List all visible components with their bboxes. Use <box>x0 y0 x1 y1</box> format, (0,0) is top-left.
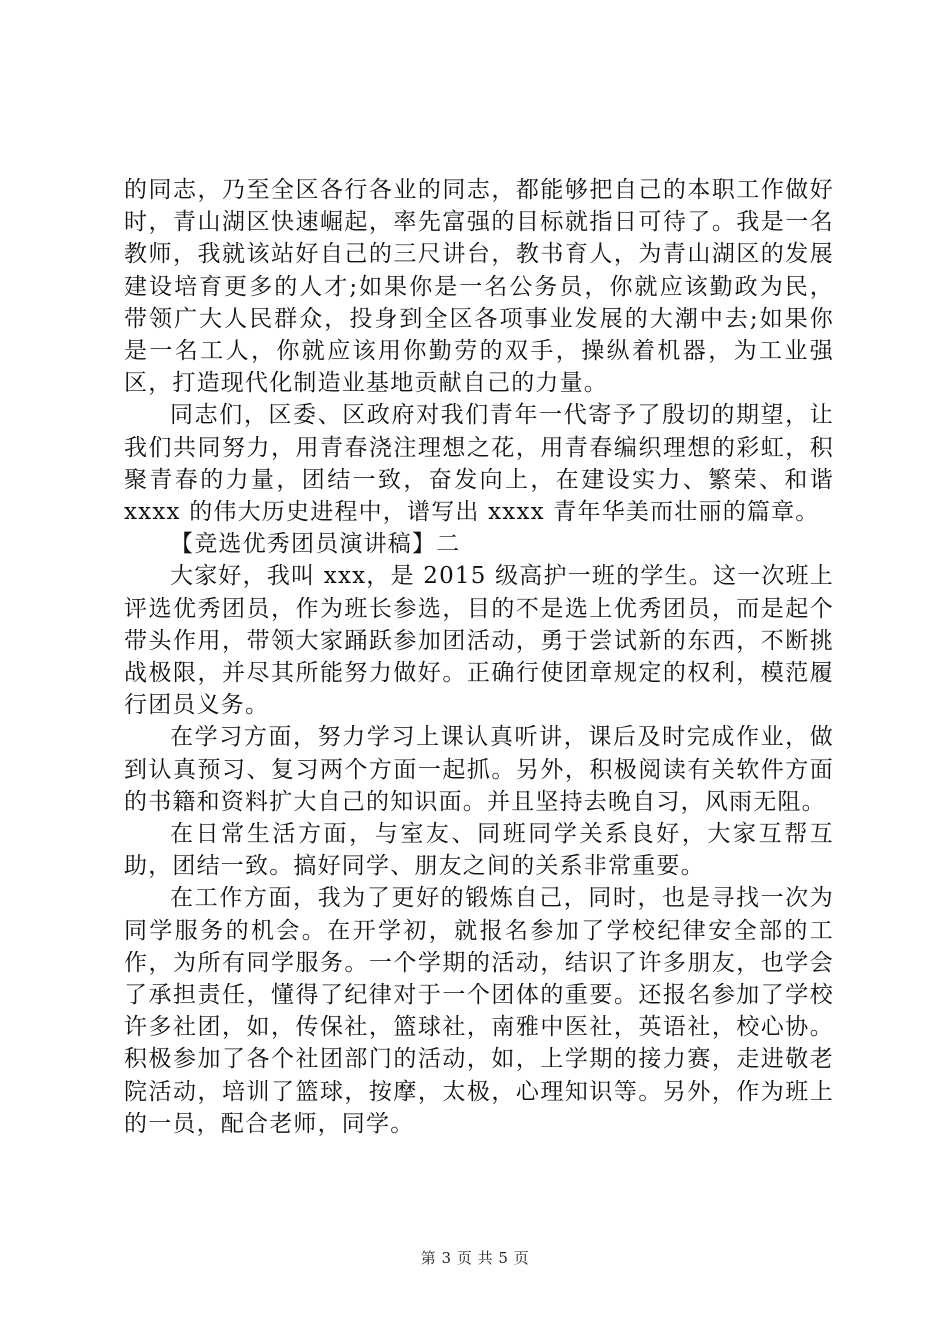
page-number-footer: 第 3 页 共 5 页 <box>420 1249 530 1267</box>
paragraph-daily-life: 在日常生活方面，与室友、同班同学关系良好，大家互帮互助，团结一致。搞好同学、朋友之间的关系非常重要。 <box>124 821 834 880</box>
document-body <box>124 174 834 1140</box>
section-heading: 【竞选优秀团员演讲稿】二 <box>170 531 461 558</box>
paragraph-continuation: 的同志，乃至全区各行各业的同志，都能够把自己的本职工作做好时，青山湖区快速崛起，率先富强的目标就指日可待了。我是一名教师，我就该站好自己的三尺讲台，教书育人，为青山湖区的发展建设培育更多的人才;如果你是一名公务员，你就应该勤政为民，带领广大人民群众，投身到全区各项事业发展的大潮中去;如果你是一名工人，你就应该用你勤劳的双手，操纵着机器，为工业强区，打造现代化制造业基地贡献自己的力量。 <box>124 177 834 397</box>
paragraph-appeal: 同志们，区委、区政府对我们青年一代寄予了殷切的期望，让我们共同努力，用青春浇注理想之花，用青春编织理想的彩虹，积聚青春的力量，团结一致，奋发向上，在建设实力、繁荣、和谐 xxxx 的伟大历史进程中，谱写出 xxxx 青年华美而壮丽的篇章。 <box>124 402 834 526</box>
paragraph-work: 在工作方面，我为了更好的锻炼自己，同时，也是寻找一次为同学服务的机会。在开学初，就报名参加了学校纪律安全部的工作，为所有同学服务。一个学期的活动，结识了许多朋友，也学会了承担责任，懂得了纪律对于一个团体的重要。还报名参加了学校许多社团，如，传保社，篮球社，南雅中医社，英语社，校心协。积极参加了各个社团部门的活动，如，上学期的接力赛，走进敬老院活动，培训了篮球，按摩，太极，心理知识等。另外，作为班上的一员，配合老师，同学。 <box>124 885 834 1137</box>
paragraph-study: 在学习方面，努力学习上课认真听讲，课后及时完成作业，做到认真预习、复习两个方面一起抓。另外，积极阅读有关软件方面的书籍和资料扩大自己的知识面。并且坚持去晚自习，风雨无阻。 <box>124 724 834 815</box>
paragraph-introduction: 大家好，我叫 xxx，是 2015 级高护一班的学生。这一次班上评选优秀团员，作为班长参选，目的不是选上优秀团员，而是起个带头作用，带领大家踊跃参加团活动，勇于尝试新的东西，不断挑战极限，并尽其所能努力做好。正确行使团章规定的权利，模范履行团员义务。 <box>124 563 834 719</box>
